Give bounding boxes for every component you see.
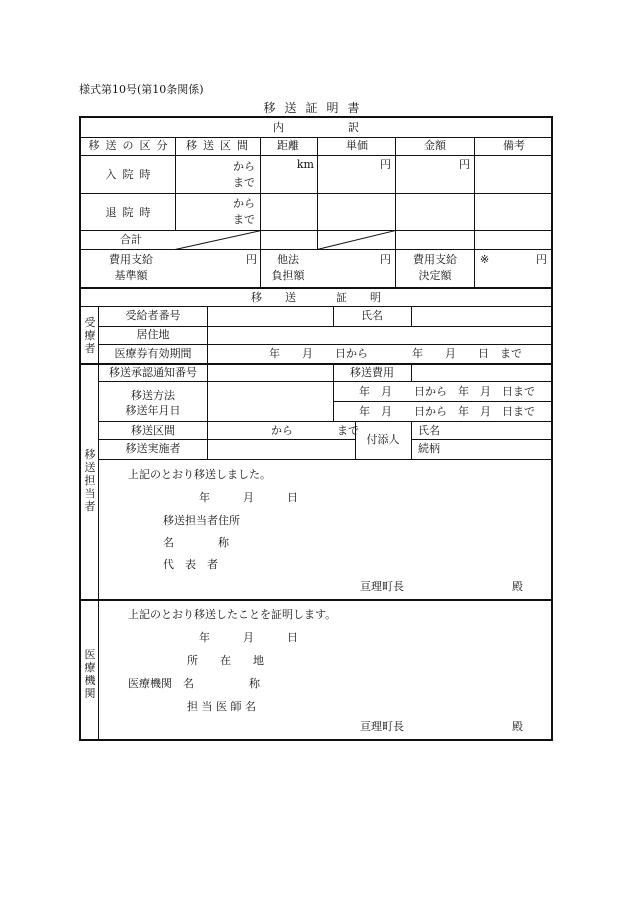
grid-line — [81, 249, 551, 250]
form-number-label: 様式第10号(第10条関係) — [79, 83, 204, 96]
grid-line — [411, 306, 412, 326]
other-law-label-line2: 負担額 — [271, 269, 305, 282]
grid-line — [81, 306, 551, 307]
other-law-label-line1: 他法 — [277, 253, 299, 266]
grid-line — [98, 439, 355, 440]
route-label: 移送区間 — [131, 424, 175, 437]
column-header-distance: 距離 — [277, 139, 299, 152]
transport-method-label: 移送方法 — [131, 389, 175, 402]
validity-period-text: 年 月 日から 年 月 日 まで — [269, 347, 522, 360]
medical-statement: 上記のとおり移送したことを証明します。 — [128, 608, 337, 621]
payment-base-yen: 円 — [246, 253, 257, 266]
grid-line — [98, 344, 551, 345]
form-title: 移送証明書 — [263, 101, 369, 115]
grid-line — [411, 421, 412, 459]
from-label: から — [233, 197, 255, 210]
grid-line — [98, 306, 99, 739]
grid-line — [474, 137, 475, 287]
carrier-side-label: 移送担当者 — [84, 448, 96, 513]
carrier-statement: 上記のとおり移送しました。 — [128, 468, 271, 481]
medical-side-label: 医療機関 — [84, 648, 96, 700]
medical-mayor: 亘理町長 — [360, 720, 404, 733]
row-label-admission: 入院時 — [105, 168, 157, 181]
distance-unit: km — [296, 158, 314, 171]
transport-date-label: 移送年月日 — [125, 404, 181, 417]
section-divider — [81, 287, 551, 289]
payment-decided-label-line1: 費用支給 — [413, 253, 457, 266]
from-label: から — [233, 160, 255, 173]
to-label: まで — [233, 213, 255, 226]
medical-doctor-label: 担 当 医 師 名 — [187, 700, 256, 713]
grid-line — [81, 230, 551, 231]
attendant-relation-label: 続柄 — [418, 442, 440, 455]
recipient-side-label: 受療者 — [84, 316, 96, 355]
grid-line — [207, 306, 208, 363]
grid-line — [98, 459, 551, 460]
grid-line — [395, 137, 396, 287]
grid-line — [260, 137, 261, 287]
ticket-validity-label: 医療券有効期間 — [114, 347, 192, 360]
transport-cost-label: 移送費用 — [350, 366, 394, 379]
grid-line — [333, 401, 551, 402]
grid-line — [81, 193, 551, 194]
grid-line — [98, 381, 551, 382]
breakdown-section-title: 内 訳 — [273, 121, 373, 134]
route-text: から まで — [271, 424, 359, 437]
carrier-honorific: 殿 — [512, 580, 523, 593]
total-strike-line — [175, 230, 260, 250]
grid-line — [333, 306, 334, 326]
grid-line — [333, 363, 334, 421]
carrier-representative-label: 代 表 者 — [163, 558, 218, 571]
carrier-mayor: 亘理町長 — [360, 580, 404, 593]
payment-base-label-line2: 基準額 — [114, 269, 148, 282]
date-range-text: 年 月 日から 年 月 日まで — [359, 405, 535, 418]
column-header-amount: 金額 — [424, 139, 446, 152]
medical-date: 年 月 日 — [199, 631, 298, 644]
certification-section-title: 移 送 証 明 — [251, 291, 387, 304]
section-divider — [81, 363, 551, 365]
operator-label: 移送実施者 — [125, 442, 181, 455]
total-strike-line — [317, 230, 395, 250]
row-label-total: 合計 — [120, 233, 142, 246]
payment-base-label-line1: 費用支給 — [109, 253, 153, 266]
grid-line — [317, 137, 318, 249]
to-label: まで — [233, 176, 255, 189]
other-law-yen: 円 — [380, 253, 391, 266]
grid-line — [98, 421, 551, 422]
grid-line — [411, 439, 551, 440]
attendant-label: 付添人 — [366, 433, 400, 446]
medical-institution-name-label: 医療機関 名 称 — [128, 677, 260, 690]
medical-honorific: 殿 — [512, 720, 523, 733]
carrier-name-label: 名 称 — [163, 536, 229, 549]
certificate-form — [79, 116, 553, 741]
medical-location-label: 所 在 地 — [187, 654, 264, 667]
grid-line — [81, 137, 551, 138]
carrier-date: 年 月 日 — [199, 491, 298, 504]
date-range-text: 年 月 日から 年 月 日まで — [359, 385, 535, 398]
carrier-address-label: 移送担当者住所 — [163, 514, 240, 527]
unit-price-yen: 円 — [380, 158, 391, 171]
official-use-mark: ※ — [480, 253, 490, 266]
payment-decided-label-line2: 決定額 — [418, 269, 452, 282]
column-header-section: 移送区間 — [186, 139, 254, 152]
amount-yen: 円 — [459, 158, 470, 171]
grid-line — [98, 326, 551, 327]
recipient-name-label: 氏名 — [361, 309, 383, 322]
recipient-number-label: 受給者番号 — [125, 309, 181, 322]
payment-decided-yen: 円 — [536, 253, 547, 266]
grid-line — [411, 363, 412, 381]
column-header-remarks: 備考 — [503, 139, 525, 152]
row-label-discharge: 退院時 — [105, 206, 157, 219]
section-divider — [81, 599, 551, 601]
grid-line — [175, 137, 176, 230]
residence-label: 居住地 — [136, 328, 170, 341]
grid-line — [207, 421, 208, 459]
grid-line — [81, 155, 551, 156]
grid-line — [207, 363, 208, 421]
column-header-category: 移送の区分 — [88, 139, 174, 152]
approval-number-label: 移送承認通知番号 — [109, 366, 197, 379]
column-header-unit-price: 単価 — [346, 139, 368, 152]
attendant-name-label: 氏名 — [418, 424, 440, 437]
